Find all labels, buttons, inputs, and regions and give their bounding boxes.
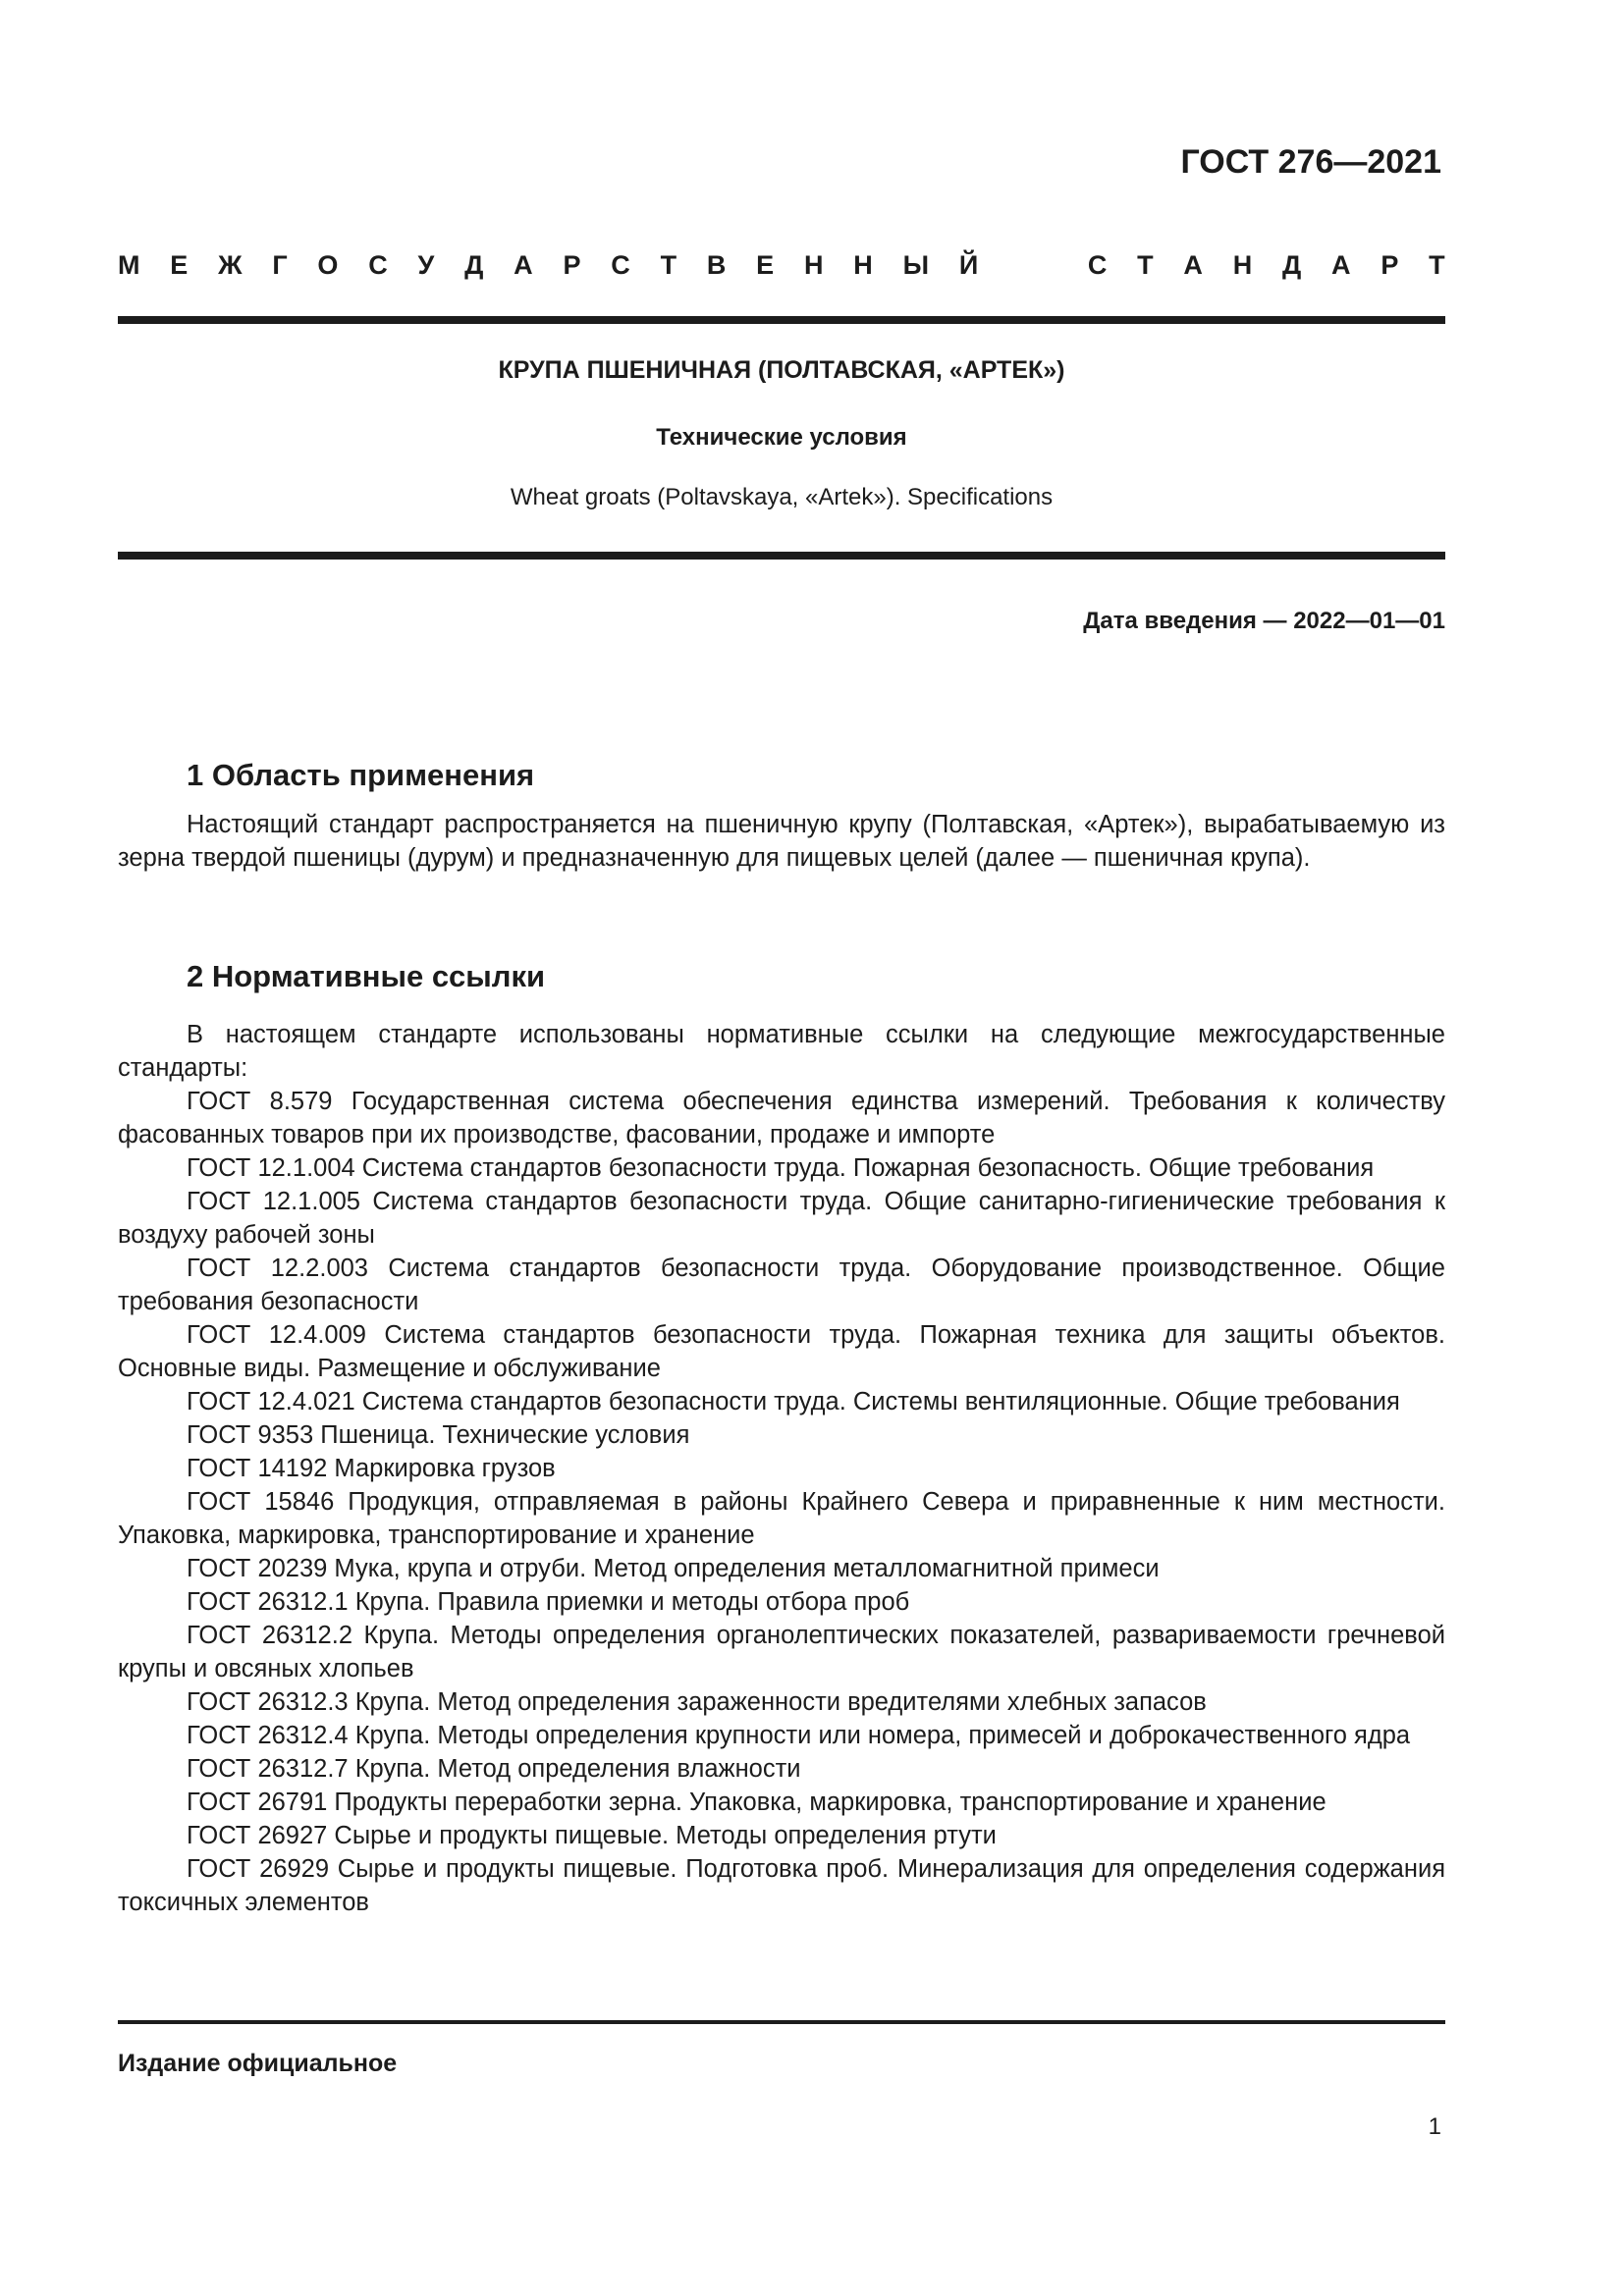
letter: С [1087,250,1108,280]
letter: Ы [902,250,930,280]
letter: М [118,250,140,280]
letter: Д [1282,250,1302,280]
standard-type [118,250,1445,281]
reference-item: ГОСТ 15846 Продукция, отправляемая в районы Крайнего Севера и приравненные к ним местности. Упаковка, маркировка, транспортирование и хранение [118,1488,1445,1549]
section-body-references [118,1018,1445,1919]
reference-item: ГОСТ 26927 Сырье и продукты пищевые. Методы определения ртути [187,1822,997,1849]
letter: С [368,250,388,280]
reference-item: ГОСТ 26312.2 Крупа. Методы определения органолептических показателей, развариваемости гречневой крупы и овсяных хлопьев [118,1622,1445,1682]
section-heading-references: 2 Нормативные ссылки [187,959,546,993]
letter: Г [272,250,288,280]
reference-item: ГОСТ 12.1.005 Система стандартов безопасности труда. Общие санитарно-гигиенические требования к воздуху рабочей зоны [118,1188,1445,1249]
reference-item: ГОСТ 12.1.004 Система стандартов безопасности труда. Пожарная безопасность. Общие требования [187,1154,1375,1182]
letter: Е [756,250,775,280]
reference-item: ГОСТ 26312.7 Крупа. Метод определения влажности [187,1755,801,1783]
page-number: 1 [1428,2113,1441,2140]
standard-designation: ГОСТ 276—2021 [1180,143,1441,181]
letter: Ж [218,250,243,280]
reference-item: ГОСТ 26312.1 Крупа. Правила приемки и методы отбора проб [187,1588,910,1616]
reference-item: ГОСТ 8.579 Государственная система обеспечения единства измерений. Требования к количеству фасованных товаров при их производстве, фасовании, продаже и импорте [118,1088,1445,1148]
paragraph: В настоящем стандарте использованы нормативные ссылки на следующие межгосударственные стандарты: [118,1021,1445,1082]
letter: В [706,250,727,280]
reference-item: ГОСТ 12.2.003 Система стандартов безопасности труда. Оборудование производственное. Общие требования безопасности [118,1255,1445,1315]
letter: С [611,250,630,280]
letter: Н [853,250,873,280]
reference-item: ГОСТ 12.4.009 Система стандартов безопасности труда. Пожарная техника для защиты объектов. Основные виды. Размещение и обслуживание [118,1321,1445,1382]
letter: Д [464,250,484,280]
paragraph: Настоящий стандарт распространяется на пшеничную крупу (Полтавская, «Артек»), вырабатываемую из зерна твердой пшеницы (дурум) и предназначенную для пищевых целей (далее — пшеничная крупа). [118,811,1445,872]
title-rule [118,552,1445,560]
edition-label: Издание официальное [118,2050,398,2077]
letter: А [1331,250,1351,280]
document-title: КРУПА ПШЕНИЧНАЯ (ПОЛТАВСКАЯ, «АРТЕК») [498,356,1065,384]
section-body-scope [118,808,1445,875]
letter: Т [660,250,677,280]
reference-item: ГОСТ 12.4.021 Система стандартов безопасности труда. Системы вентиляционные. Общие требования [187,1388,1400,1415]
reference-item: ГОСТ 14192 Маркировка грузов [187,1455,556,1482]
letter: Т [1137,250,1154,280]
reference-item: ГОСТ 26312.3 Крупа. Метод определения зараженности вредителями хлебных запасов [187,1688,1207,1716]
letter: Т [1429,250,1445,280]
letter: Н [1232,250,1253,280]
document-subtitle: Технические условия [656,424,907,451]
reference-item: ГОСТ 9353 Пшеница. Технические условия [187,1421,690,1449]
reference-item: ГОСТ 26791 Продукты переработки зерна. Упаковка, маркировка, транспортирование и хранение [187,1789,1326,1816]
letter: О [317,250,339,280]
top-rule [118,316,1445,324]
letter: А [1183,250,1203,280]
letter: Н [803,250,824,280]
letter: Й [958,250,979,280]
letter: Р [563,250,581,280]
word-gap [1008,250,1057,281]
reference-item: ГОСТ 26312.4 Крупа. Методы определения крупности или номера, примесей и доброкачественного ядра [187,1722,1411,1749]
section-heading-scope: 1 Область применения [187,758,535,792]
letter: У [417,250,435,280]
reference-item: ГОСТ 20239 Мука, крупа и отруби. Метод определения металломагнитной примеси [187,1555,1160,1582]
reference-item: ГОСТ 26929 Сырье и продукты пищевые. Подготовка проб. Минерализация для определения содержания токсичных элементов [118,1855,1445,1916]
letter: А [514,250,533,280]
letter: Е [170,250,189,280]
footer-rule [118,2020,1445,2024]
letter: Р [1380,250,1399,280]
english-title: Wheat groats (Poltavskaya, «Artek»). Specifications [510,484,1054,510]
introduction-date: Дата введения — 2022—01—01 [1083,608,1445,634]
